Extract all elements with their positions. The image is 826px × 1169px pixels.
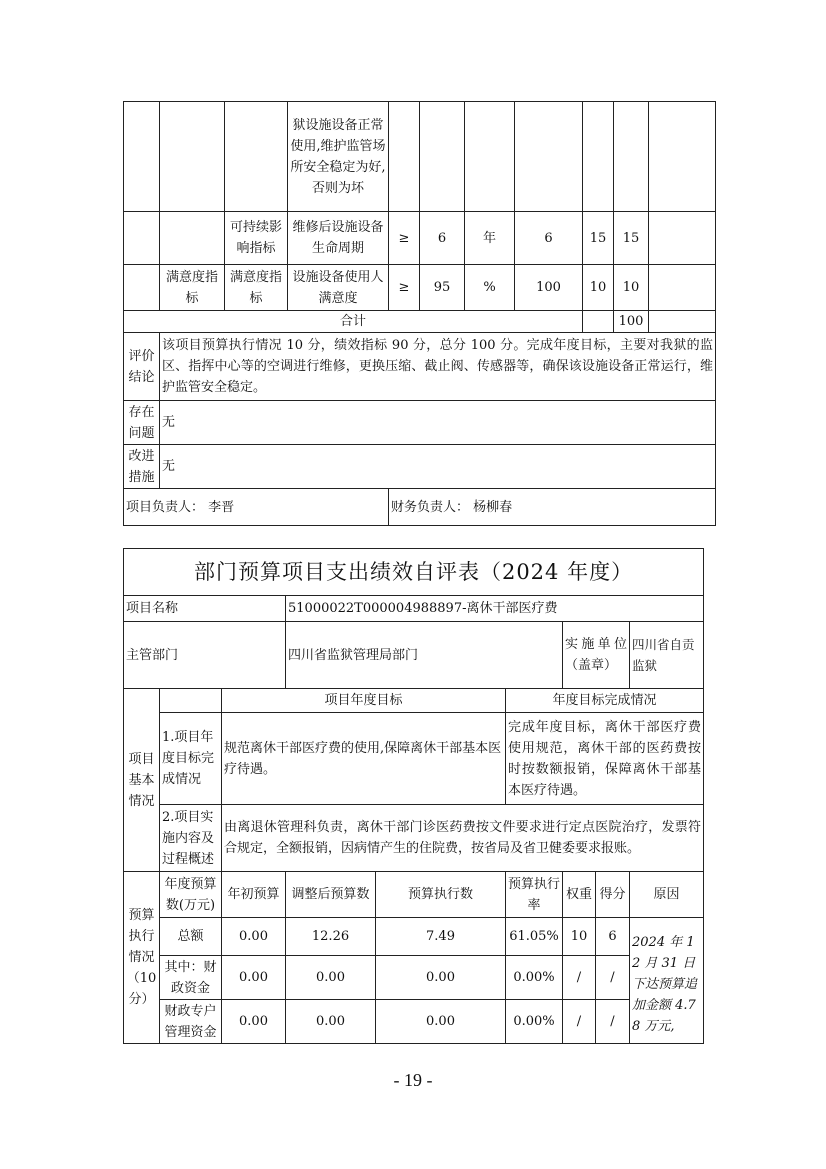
blank-cell xyxy=(389,102,420,212)
evaluation-text: 该项目预算执行情况 10 分，绩效指标 90 分，总分 100 分。完成年度目标，主要对我狱的监区、指挥中心等的空调进行维修，更换压缩、截止阀、传感器等，确保该设施设备正常运行，维护监管安全稳定。 xyxy=(160,333,716,401)
target-value-cell: 95 xyxy=(420,265,465,311)
goal-completion-header: 年度目标完成情况 xyxy=(506,689,704,713)
blank-cell xyxy=(649,102,716,212)
indicator-level2: 满意度指标 xyxy=(225,265,288,311)
row-label: 财政专户管理资金 xyxy=(160,1000,222,1044)
row-label: 其中：财政资金 xyxy=(160,956,222,1000)
weight-cell: 15 xyxy=(583,212,614,265)
item1-goal: 规范离休干部医疗费的使用,保障离休干部基本医疗待遇。 xyxy=(222,713,506,805)
performance-indicator-table-continued xyxy=(123,101,716,526)
unit-cell: 年 xyxy=(465,212,515,265)
initial-budget-cell: 0.00 xyxy=(222,956,286,1000)
implementer-value: 四川省自贡监狱 xyxy=(630,622,704,689)
header-executed: 预算执行数 xyxy=(376,872,506,918)
actual-value-cell: 100 xyxy=(515,265,583,311)
score-cell: / xyxy=(596,956,630,1000)
project-leader: 项目负责人： 李晋 xyxy=(124,489,389,526)
header-adjusted-budget: 调整后预算数 xyxy=(286,872,376,918)
issues-text: 无 xyxy=(160,401,716,445)
blank-cell xyxy=(649,265,716,311)
project-name-label: 项目名称 xyxy=(124,596,286,622)
adjusted-budget-cell: 0.00 xyxy=(286,956,376,1000)
blank-cell xyxy=(160,212,225,265)
blank-cell xyxy=(160,102,225,212)
blank-cell xyxy=(124,212,160,265)
blank-cell xyxy=(583,102,614,212)
blank-cell xyxy=(649,311,716,333)
blank-cell xyxy=(465,102,515,212)
finance-leader: 财务负责人： 杨柳春 xyxy=(389,489,716,526)
adjusted-budget-cell: 12.26 xyxy=(286,918,376,956)
blank-cell xyxy=(614,102,649,212)
total-label: 合计 xyxy=(124,311,583,333)
item2-text: 由离退休管理科负责，离休干部门诊医药费按文件要求进行定点医院治疗，发票符合规定，全额报销，因病情产生的住院费，按省局及省卫健委要求报账。 xyxy=(222,805,704,872)
score-cell: 15 xyxy=(614,212,649,265)
table-row xyxy=(124,956,704,1000)
total-score: 100 xyxy=(614,311,649,333)
blank-cell xyxy=(225,102,288,212)
item1-label: 1.项目年度目标完成情况 xyxy=(160,713,222,805)
execution-rate-cell: 0.00% xyxy=(506,956,563,1000)
blank-cell xyxy=(515,102,583,212)
blank-cell xyxy=(124,102,160,212)
annual-goal-header: 项目年度目标 xyxy=(222,689,506,713)
score-cell: 6 xyxy=(596,918,630,956)
evaluation-label: 评价结论 xyxy=(124,333,160,401)
department-label: 主管部门 xyxy=(124,622,286,689)
form-title: 部门预算项目支出绩效自评表（2024 年度） xyxy=(124,549,704,596)
executed-cell: 7.49 xyxy=(376,918,506,956)
weight-cell: / xyxy=(563,956,596,1000)
reason-cell: 2024 年 12 月 31 日下达预算追加金额 4.78 万元, xyxy=(630,918,704,1044)
department-value: 四川省监狱管理局部门 xyxy=(286,622,563,689)
execution-rate-cell: 0.00% xyxy=(506,1000,563,1044)
self-evaluation-table xyxy=(123,548,704,1044)
issues-label: 存在问题 xyxy=(124,401,160,445)
weight-cell: / xyxy=(563,1000,596,1044)
improvement-label: 改进措施 xyxy=(124,445,160,489)
operator-cell: ≥ xyxy=(389,265,420,311)
weight-cell: 10 xyxy=(583,265,614,311)
table-row xyxy=(124,918,704,956)
basic-info-label: 项目基本情况 xyxy=(124,689,160,872)
header-score: 得分 xyxy=(596,872,630,918)
executed-cell: 0.00 xyxy=(376,1000,506,1044)
adjusted-budget-cell: 0.00 xyxy=(286,1000,376,1044)
improvement-text: 无 xyxy=(160,445,716,489)
blank-cell xyxy=(160,689,222,713)
target-value-cell: 6 xyxy=(420,212,465,265)
indicator-level1: 满意度指标 xyxy=(160,265,225,311)
unit-cell: % xyxy=(465,265,515,311)
header-reason: 原因 xyxy=(630,872,704,918)
header-execution-rate: 预算执行率 xyxy=(506,872,563,918)
initial-budget-cell: 0.00 xyxy=(222,1000,286,1044)
row-label: 总额 xyxy=(160,918,222,956)
table-row xyxy=(124,1000,704,1044)
score-cell: / xyxy=(596,1000,630,1044)
budget-execution-label: 预算执行情况（10分） xyxy=(124,872,160,1044)
header-initial-budget: 年初预算 xyxy=(222,872,286,918)
blank-cell xyxy=(583,311,614,333)
initial-budget-cell: 0.00 xyxy=(222,918,286,956)
page-number: - 19 - xyxy=(393,1070,433,1090)
executed-cell: 0.00 xyxy=(376,956,506,1000)
score-cell: 10 xyxy=(614,265,649,311)
blank-cell xyxy=(124,265,160,311)
indicator-level3: 维修后设施设备生命周期 xyxy=(288,212,389,265)
execution-rate-cell: 61.05% xyxy=(506,918,563,956)
operator-cell: ≥ xyxy=(389,212,420,265)
item1-completion: 完成年度目标，离休干部医疗费使用规范，离休干部的医药费按时按数额报销，保障离休干部基本医疗待遇。 xyxy=(506,713,704,805)
implementer-label: 实施单位（盖章） xyxy=(563,622,630,689)
header-weight: 权重 xyxy=(563,872,596,918)
blank-cell xyxy=(420,102,465,212)
header-annual-budget: 年度预算数(万元) xyxy=(160,872,222,918)
weight-cell: 10 xyxy=(563,918,596,956)
indicator-level2: 可持续影响指标 xyxy=(225,212,288,265)
project-name-value: 51000022T000004988897-离休干部医疗费 xyxy=(286,596,704,622)
actual-value-cell: 6 xyxy=(515,212,583,265)
indicator-level3: 设施设备使用人满意度 xyxy=(288,265,389,311)
item2-label: 2.项目实施内容及过程概述 xyxy=(160,805,222,872)
blank-cell xyxy=(649,212,716,265)
indicator-description-cell: 狱设施设备正常使用,维护监管场所安全稳定为好,否则为坏 xyxy=(288,102,389,212)
